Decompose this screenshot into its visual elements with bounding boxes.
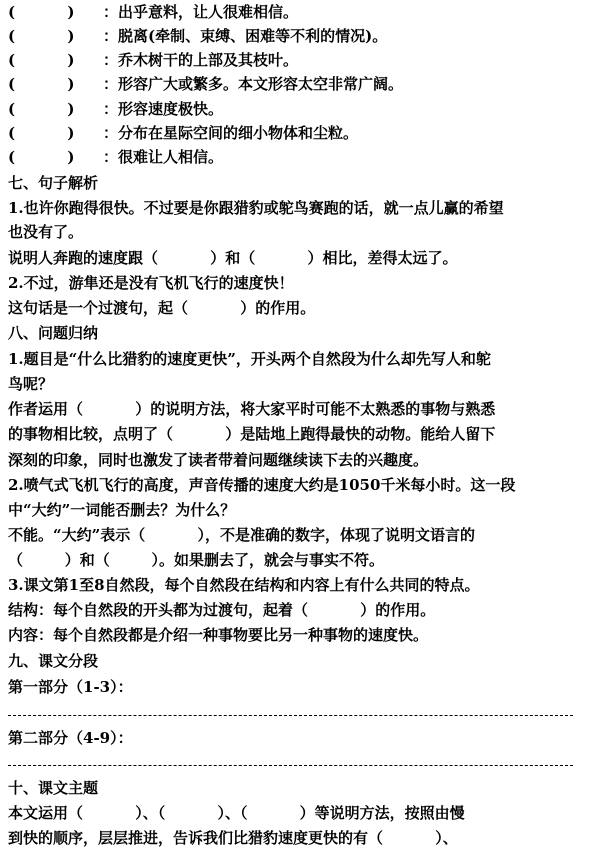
- definition-text: ：很难让人相信。: [103, 148, 224, 166]
- question-line: 中“大约”一词能否删去？为什么？: [8, 501, 236, 519]
- section-heading: 七、句子解析: [8, 174, 99, 192]
- answer-blank[interactable]: ( ): [8, 100, 75, 118]
- answer-line: 结构：每个自然段的开头都为过渡句，起着（ ）的作用。: [8, 601, 436, 619]
- definition-item: [8, 122, 358, 144]
- question-line: 1.题目是“什么比猎豹的速度更快”，开头两个自然段为什么却先写人和鸵: [8, 350, 491, 368]
- definition-text: ：形容广大或繁多。本文形容太空非常广阔。: [103, 75, 404, 93]
- answer-line: 内容：每个自然段都是介绍一种事物要比另一种事物的速度快。: [8, 626, 429, 644]
- answer-line: 说明人奔跑的速度跟（ ）和（ ）相比，差得太远了。: [8, 249, 458, 267]
- part-label: 第二部分（4-9）：: [8, 729, 133, 747]
- definition-item: [8, 73, 403, 95]
- section-heading: 十、课文主题: [8, 779, 99, 797]
- answer-blank[interactable]: ( ): [8, 27, 75, 45]
- definition-text: ：乔木树干的上部及其枝叶。: [103, 51, 299, 69]
- question-line: 3.课文第1至8自然段，每个自然段在结构和内容上有什么共同的特点。: [8, 576, 480, 594]
- definition-item: [8, 49, 298, 71]
- answer-blank[interactable]: ( ): [8, 124, 75, 142]
- answer-line: （ ）和（ ）。如果删去了，就会与事实不符。: [8, 551, 385, 569]
- definition-item: [8, 1, 298, 23]
- answer-line: 深刻的印象，同时也激发了读者带着问题继续读下去的兴趣度。: [8, 451, 429, 469]
- answer-blank[interactable]: ( ): [8, 51, 75, 69]
- answer-writing-line[interactable]: [8, 765, 573, 766]
- answer-line: 作者运用（ ）的说明方法，将大家平时可能不太熟悉的事物与熟悉: [8, 400, 496, 418]
- definition-item: [8, 146, 223, 168]
- answer-blank[interactable]: ( ): [8, 75, 75, 93]
- question-line: 1.也许你跑得很快。不过要是你跟猎豹或鸵鸟赛跑的话，就一点儿赢的希望: [8, 199, 504, 217]
- question-line: 鸟呢？: [8, 375, 54, 393]
- answer-line: 本文运用（ ）、（ ）、（ ）等说明方法，按照由慢: [8, 804, 465, 822]
- answer-blank[interactable]: ( ): [8, 3, 75, 21]
- answer-blank[interactable]: ( ): [8, 148, 75, 166]
- definition-item: [8, 25, 387, 47]
- definition-text: ：形容速度极快。: [103, 100, 224, 118]
- part-label: 第一部分（1-3）：: [8, 678, 133, 696]
- definition-text: ：脱离(牵制、束缚、困难等不利的情况)。: [103, 27, 388, 45]
- answer-line: 到快的顺序，层层推进，告诉我们比猎豹速度更快的有（ ）、: [8, 829, 458, 847]
- definition-text: ：出乎意料，让人很难相信。: [103, 3, 299, 21]
- answer-line: 的事物相比较，点明了（ ）是陆地上跑得最快的动物。能给人留下: [8, 425, 496, 443]
- answer-line: 不能。“大约”表示（ ），不是准确的数字，体现了说明文语言的: [8, 526, 475, 544]
- definition-item: [8, 98, 223, 120]
- question-line: 2.喷气式飞机飞行的高度，声音传播的速度大约是1050千米每小时。这一段: [8, 476, 516, 494]
- definition-text: ：分布在星际空间的细小物体和尘粒。: [103, 124, 359, 142]
- section-heading: 八、问题归纳: [8, 324, 99, 342]
- answer-line: 这句话是一个过渡句，起（ ）的作用。: [8, 299, 316, 317]
- question-line: 2.不过，游隼还是没有飞机飞行的速度快！: [8, 274, 294, 292]
- question-line: 也没有了。: [8, 223, 84, 241]
- answer-writing-line[interactable]: [8, 715, 573, 716]
- section-heading: 九、课文分段: [8, 652, 99, 670]
